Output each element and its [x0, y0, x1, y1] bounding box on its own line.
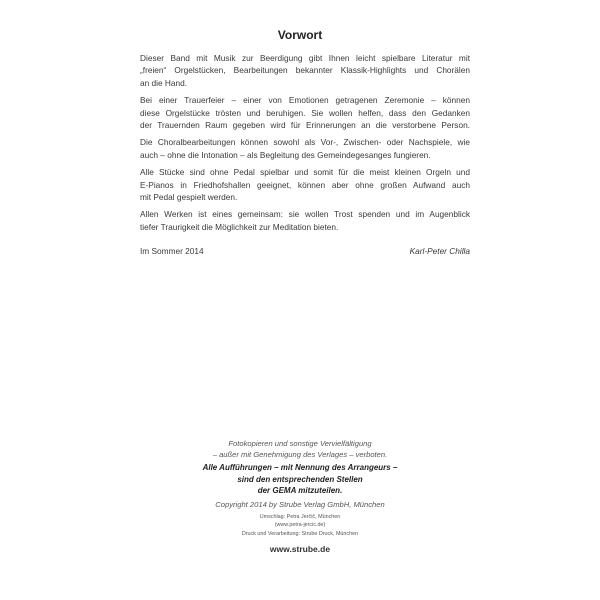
gema-notice: der GEMA mitzuteilen.: [257, 486, 343, 495]
text-line: diese Orgelstücke trösten und beruhigen. Sie wollen helfen, dass den Gedanken: [140, 107, 470, 118]
text-line: an die Hand.: [140, 77, 188, 88]
gema-notice: sind den entsprechenden Stellen: [237, 474, 363, 484]
copy-notice: Fotokopieren und sonstige Vervielfältigung: [228, 439, 372, 448]
text-line: auch – ohne die Intonation – als Begleitung des Gemeindegesanges fungieren.: [140, 149, 431, 160]
text-line: Bei einer Trauerfeier – einer von Emotionen getragenen Zeremonie – können: [140, 95, 470, 106]
page-title: Vorwort: [277, 28, 323, 42]
credit-line: (www.petra-jercic.de): [274, 522, 326, 528]
gema-notice: Alle Aufführungen – mit Nennung des Arrangeurs –: [202, 463, 398, 472]
paragraph: [140, 166, 470, 203]
copy-notice: – außer mit Genehmigung des Verlages – verboten.: [212, 450, 388, 459]
text-line: Allen Werken ist eines gemeinsam: sie wollen Trost spenden und im Augenblick: [140, 209, 470, 220]
credit-line: Druck und Verarbeitung: Strube Druck, München: [241, 530, 359, 537]
paragraph: [140, 52, 470, 89]
signature: [140, 245, 470, 257]
paragraph: [140, 136, 470, 161]
text-line: der Trauernden Raum gegeben wird für Erinnerungen an die verstorbene Person.: [140, 120, 470, 131]
text-line: Alle Stücke sind ohne Pedal spielbar und somit für die meist kleinen Orgeln und: [140, 167, 470, 178]
credit-line: Umschlag: Petra Jerčič, München: [259, 513, 341, 520]
signature-date: Im Sommer 2014: [140, 246, 204, 257]
text-line: Die Choralbearbeitungen können sowohl als Vor-, Zwischen- oder Nachspiele, wie: [140, 137, 470, 148]
text-line: mit Pedal gespielt werden.: [140, 192, 238, 203]
text-line: E-Pianos in Friedhofshallen geeignet, können aber ohne großen Aufwand auch: [140, 179, 470, 190]
copyright: Copyright 2014 by Strube Verlag GmbH, München: [215, 499, 385, 509]
footer: [0, 438, 600, 555]
paragraph: [140, 208, 470, 233]
text-line: Dieser Band mit Musik zur Beerdigung gibt Ihnen leicht spielbare Literatur mit: [140, 53, 470, 63]
foreword-body: [140, 52, 470, 258]
text-line: „freien“ Orgelstücken, Bearbeitungen bekannter Klassik-Highlights und Chorälen: [140, 65, 470, 76]
text-line: tiefer Traurigkeit die Möglichkeit zur Meditation bieten.: [140, 221, 339, 232]
paragraph: [140, 94, 470, 131]
publisher-url[interactable]: www.strube.de: [269, 544, 331, 554]
signature-author: Karl-Peter Chilla: [409, 246, 470, 257]
